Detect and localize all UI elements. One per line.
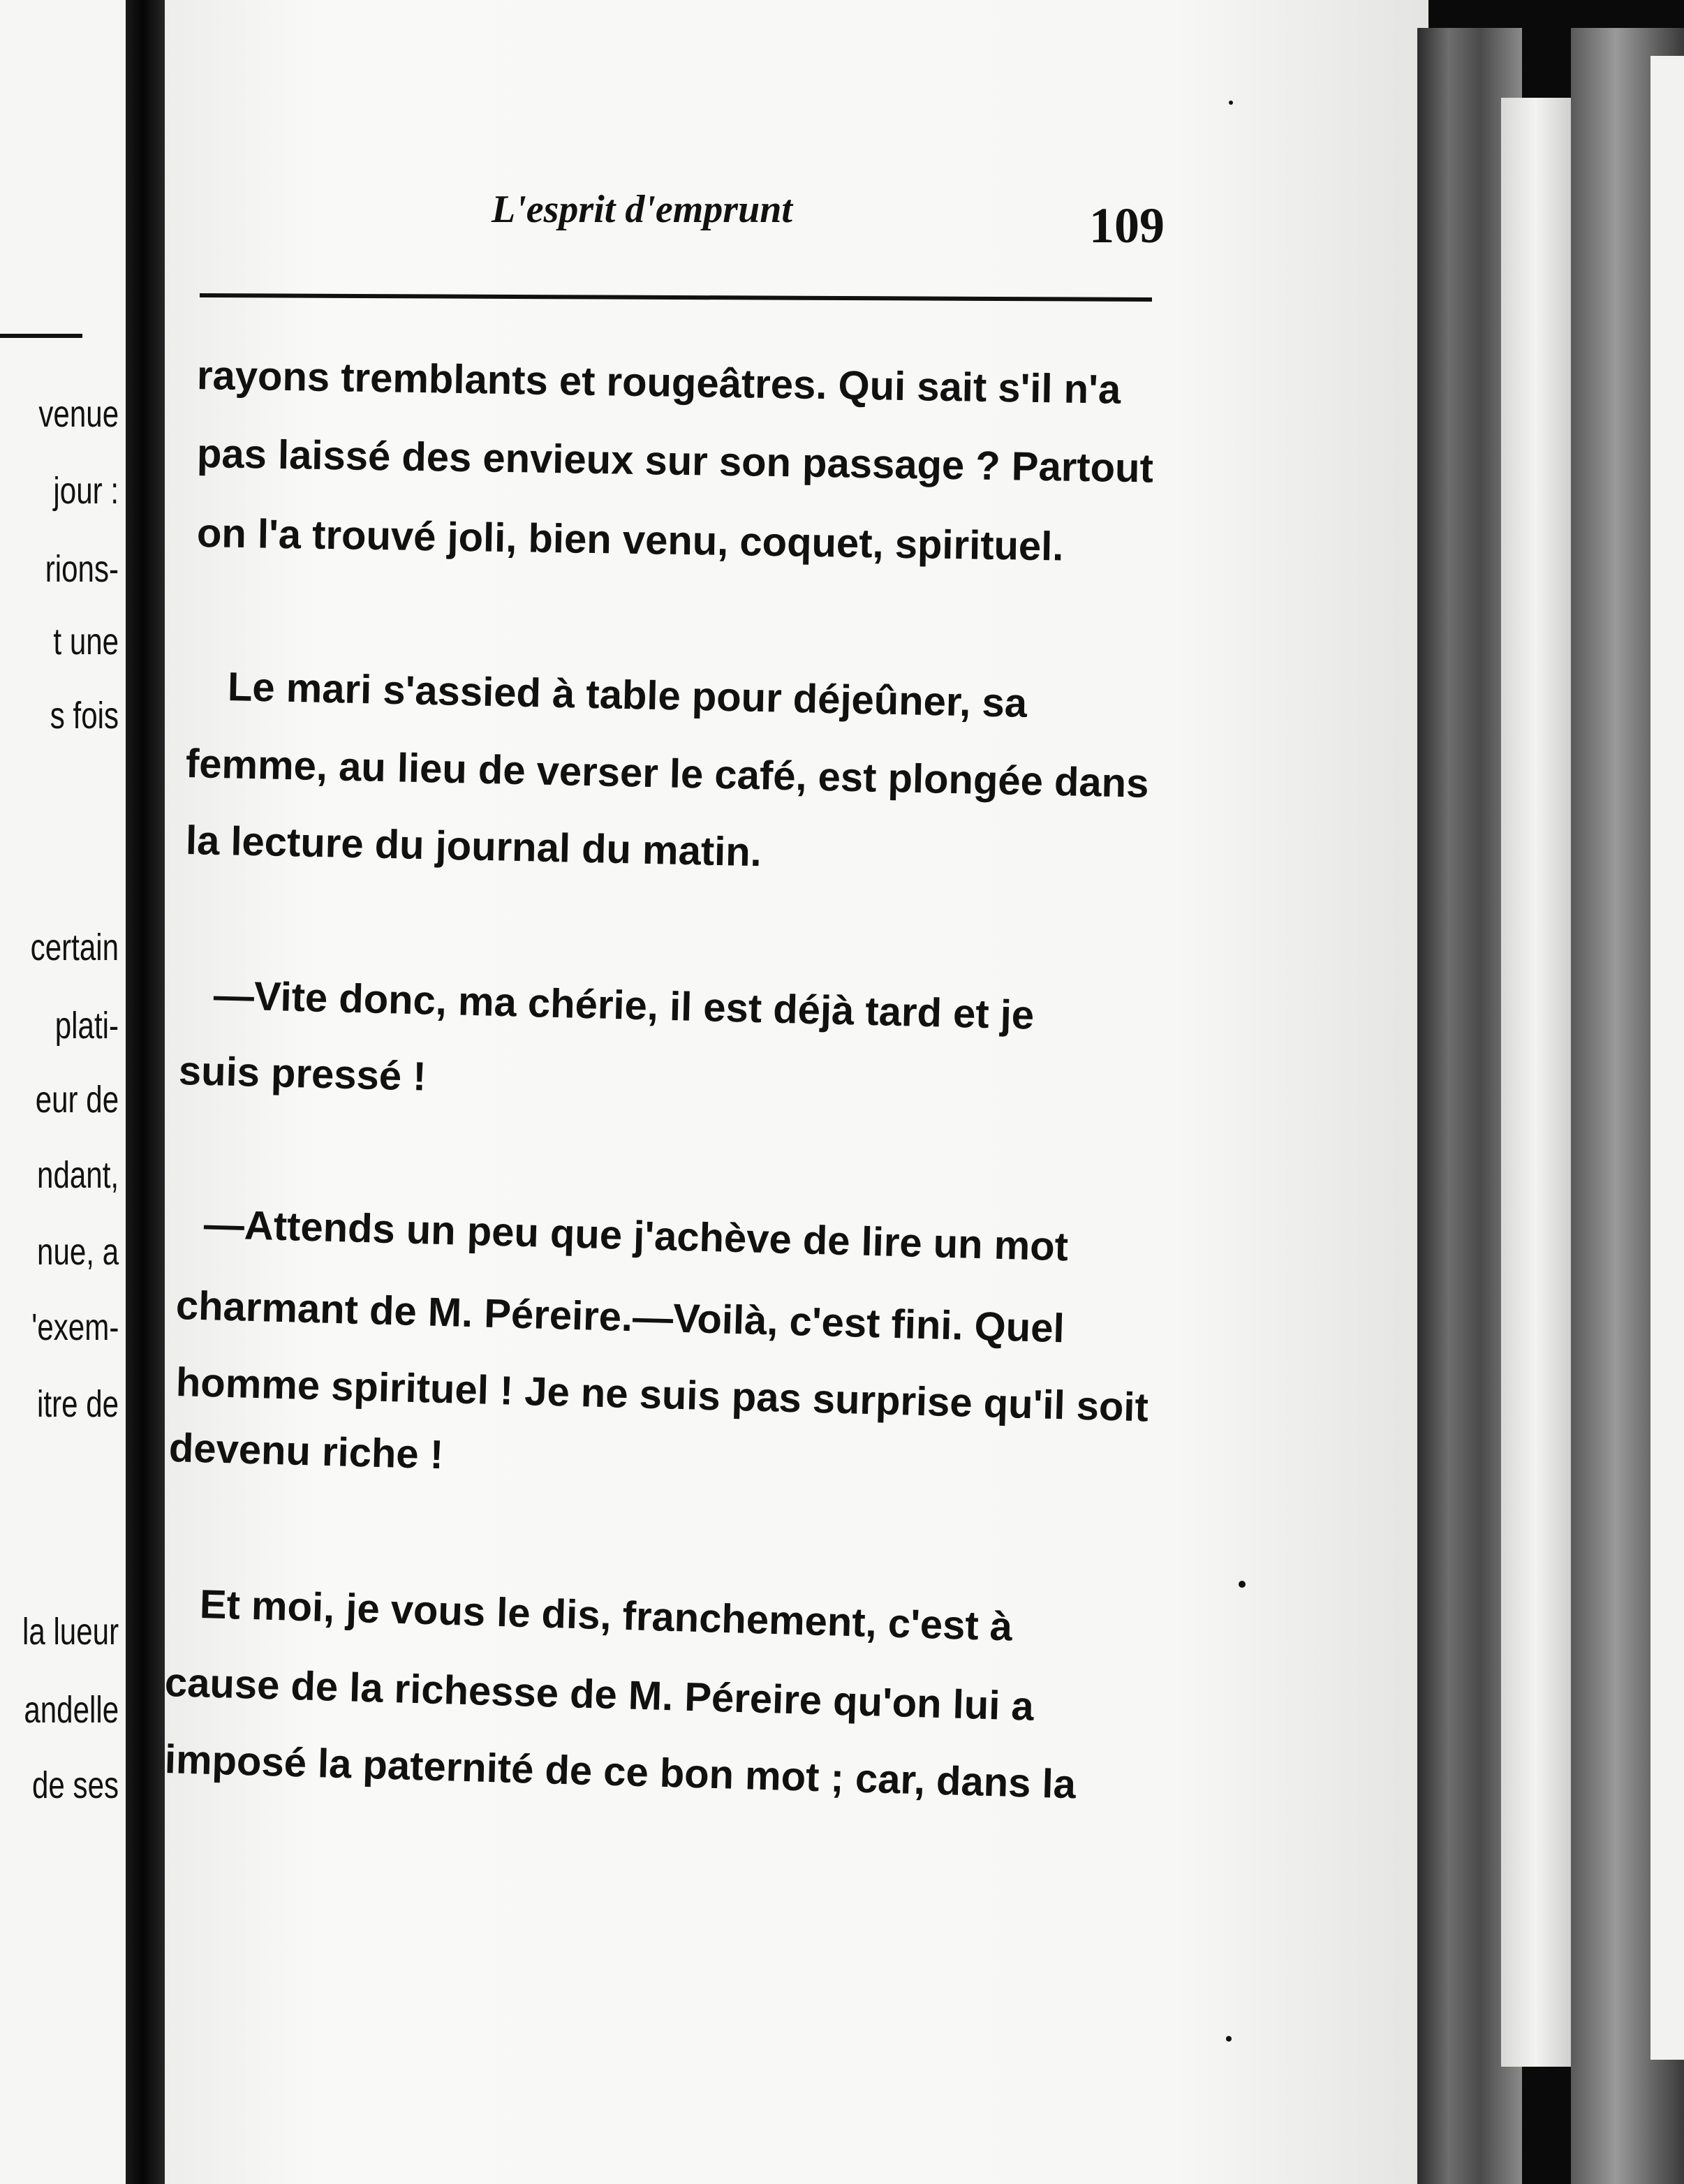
- body-line: suis pressé !: [178, 1048, 427, 1100]
- body-line: rayons tremblants et rougeâtres. Qui sait s'il n'a: [196, 353, 1121, 413]
- book-gutter: [126, 0, 168, 2184]
- body-line: on l'a trouvé joli, bien venu, coquet, spirituel.: [196, 510, 1064, 570]
- left-facing-page: [0, 0, 126, 2184]
- left-page-fragment: ndant,: [36, 1154, 119, 1196]
- ink-speck: [1226, 2036, 1232, 2042]
- left-page-fragment: certain: [30, 927, 119, 968]
- left-page-fragment: 'exem-: [31, 1306, 119, 1348]
- left-page-fragment: itre de: [36, 1383, 119, 1425]
- left-page-fragment: andelle: [24, 1689, 119, 1731]
- ink-speck: [1239, 1581, 1246, 1588]
- page-block-outer-light: [1650, 56, 1684, 2060]
- ink-speck: [1229, 101, 1233, 105]
- header-rule: [200, 293, 1152, 302]
- body-line: pas laissé des envieux sur son passage ? Partout: [196, 431, 1154, 492]
- body-line: cause de la richesse de M. Péreire qu'on lui a: [164, 1660, 1035, 1729]
- left-page-fragment: venue: [38, 393, 119, 435]
- left-page-head-rule: [0, 334, 82, 338]
- left-page-fragment: nue, a: [36, 1231, 119, 1273]
- body-line: Et moi, je vous le dis, franchement, c'est à: [199, 1581, 1013, 1650]
- left-page-fragment: eur de: [35, 1079, 119, 1121]
- body-line: imposé la paternité de ce bon mot ; car, dans la: [164, 1736, 1077, 1808]
- body-line: la lecture du journal du matin.: [185, 818, 762, 876]
- body-line: femme, au lieu de verser le café, est plongée dans: [185, 741, 1150, 806]
- left-page-fragment: la lueur: [22, 1611, 119, 1653]
- body-line: devenu riche !: [168, 1425, 444, 1478]
- body-line: charmant de M. Péreire.—Voilà, c'est fini. Quel: [175, 1283, 1065, 1352]
- running-head: L'esprit d'emprunt: [492, 188, 792, 231]
- body-line: Le mari s'assied à table pour déjeûner, sa: [227, 664, 1028, 726]
- left-page-fragment: plati-: [54, 1005, 119, 1047]
- page-block-edge-light: [1501, 98, 1571, 2067]
- page-number: 109: [1089, 198, 1165, 253]
- body-line: homme spirituel ! Je ne suis pas surprise qu'il soit: [175, 1359, 1149, 1431]
- left-page-fragment: t une: [53, 621, 119, 663]
- body-line: —Attends un peu que j'achève de lire un mot: [203, 1202, 1069, 1270]
- left-page-fragment: de ses: [31, 1764, 119, 1806]
- left-page-fragment: jour :: [53, 470, 119, 512]
- body-line: —Vite donc, ma chérie, il est déjà tard et je: [213, 973, 1035, 1038]
- book-page: [165, 0, 1428, 2184]
- left-page-fragment: s fois: [50, 695, 119, 737]
- left-page-fragment: rions-: [45, 548, 119, 590]
